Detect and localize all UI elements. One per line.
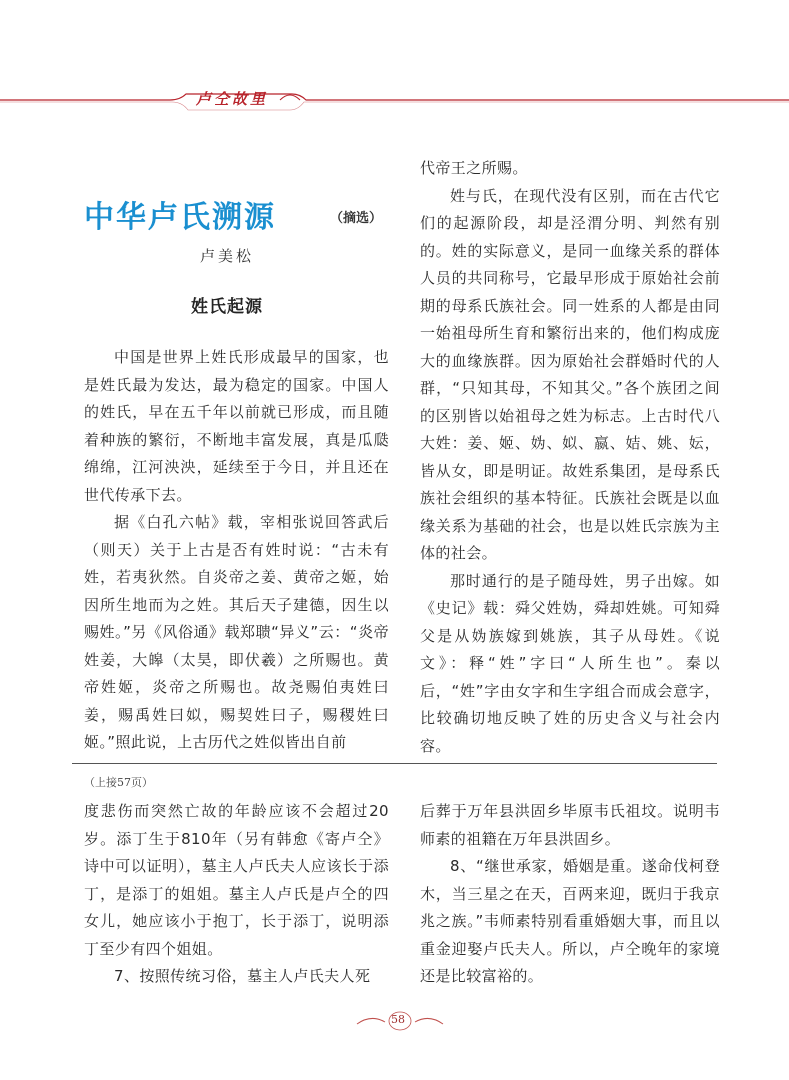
page-number: 58 [391, 1013, 405, 1026]
article-right-column [420, 155, 720, 760]
paragraph: 7、按照传统习俗，墓主人卢氏夫人死 [114, 967, 371, 985]
paragraph: 那时通行的是子随母姓，男子出嫁。如《史记》载：舜父姓妫，舜却姓姚。可知舜父是从妫族嫁到姚族，其子从母姓。《说文》：释“姓”字曰“人所生也”。秦以后，“姓”字由女字和生字组合而成会意字，比较确切地反映了姓的历史含义与社会内容。 [420, 571, 720, 755]
header-ornament-line [0, 86, 789, 126]
paragraph: 8、“继世承家，婚姻是重。遂命伐柯登木，当三星之在天，百两来迎，既归于我京兆之族。”韦师素特别看重婚姻大事，而且以重金迎娶卢氏夫人。所以，卢仝晚年的家境还是比较富裕的。 [420, 857, 720, 985]
continuation-right-column [420, 798, 720, 991]
page-number-ornament [355, 1010, 445, 1034]
section-title: 卢仝故里 [196, 90, 269, 108]
paragraph: 据《白孔六帖》载，宰相张说回答武后（则天）关于上古是否有姓时说：“古未有姓，若夷狄然。自炎帝之姜、黄帝之姬，始因所生地而为之姓。其后天子建德，因生以赐姓。”另《风俗通》载郑聩“异义”云：“炎帝姓姜，大皞（太昊，即伏羲）之所赐也。黄帝姓姬，炎帝之所赐也。故尧赐伯夷姓曰姜，赐禹姓曰姒，赐契姓曰子，赐稷姓曰姬。”照此说，上古历代之姓似皆出自前 [84, 513, 389, 751]
title-note: （摘选） [330, 211, 383, 226]
article-author: 卢美松 [200, 247, 255, 265]
paragraph-continuation: 代帝王之所赐。 [420, 159, 528, 177]
section-divider [72, 763, 717, 764]
paragraph: 中国是世界上姓氏形成最早的国家，也是姓氏最为发达，最为稳定的国家。中国人的姓氏，早在五千年以前就已形成，而且随着种族的繁衍，不断地丰富发展，真是瓜瓞绵绵，江河泱泱，延续至于今日，并且还在世代传承下去。 [84, 348, 389, 504]
paragraph: 姓与氏，在现代没有区别，而在古代它们的起源阶段，却是泾渭分明、判然有别的。姓的实际意义，是同一血缘关系的群体人员的共同称号，它最早形成于原始社会前期的母系氏族社会。同一姓系的人都是由同一始祖母所生育和繁衍出来的，他们构成庞大的血缘族群。因为原始社会群婚时代的人群，“只知其母，不知其父。”各个族团之间的区别皆以始祖母之姓为标志。上古时代八大姓：姜、姬、妫、姒、嬴、姞、姚、妘，皆从女，即是明证。故姓系集团，是母系氏族社会组织的基本特征。氏族社会既是以血缘关系为基础的社会，也是以姓氏宗族为主体的社会。 [420, 186, 720, 562]
section-subheading: 姓氏起源 [191, 297, 263, 317]
continuation-left-column [84, 798, 389, 991]
paragraph-continuation: 后葬于万年县洪固乡毕原韦氏祖坟。说明韦师素的祖籍在万年县洪固乡。 [420, 802, 720, 848]
continued-from-note: （上接57页） [84, 776, 153, 789]
article-left-column [84, 344, 389, 757]
article-title: 中华卢氏溯源 [84, 200, 276, 235]
paragraph-continuation: 度悲伤而突然亡故的年龄应该不会超过20岁。添丁生于810年（另有韩愈《寄卢仝》诗中可以证明），墓主人卢氏夫人应该长于添丁，是添丁的姐姐。墓主人卢氏是卢仝的四女儿，她应该小于抱丁，长于添丁，说明添丁至少有四个姐姐。 [84, 802, 389, 958]
